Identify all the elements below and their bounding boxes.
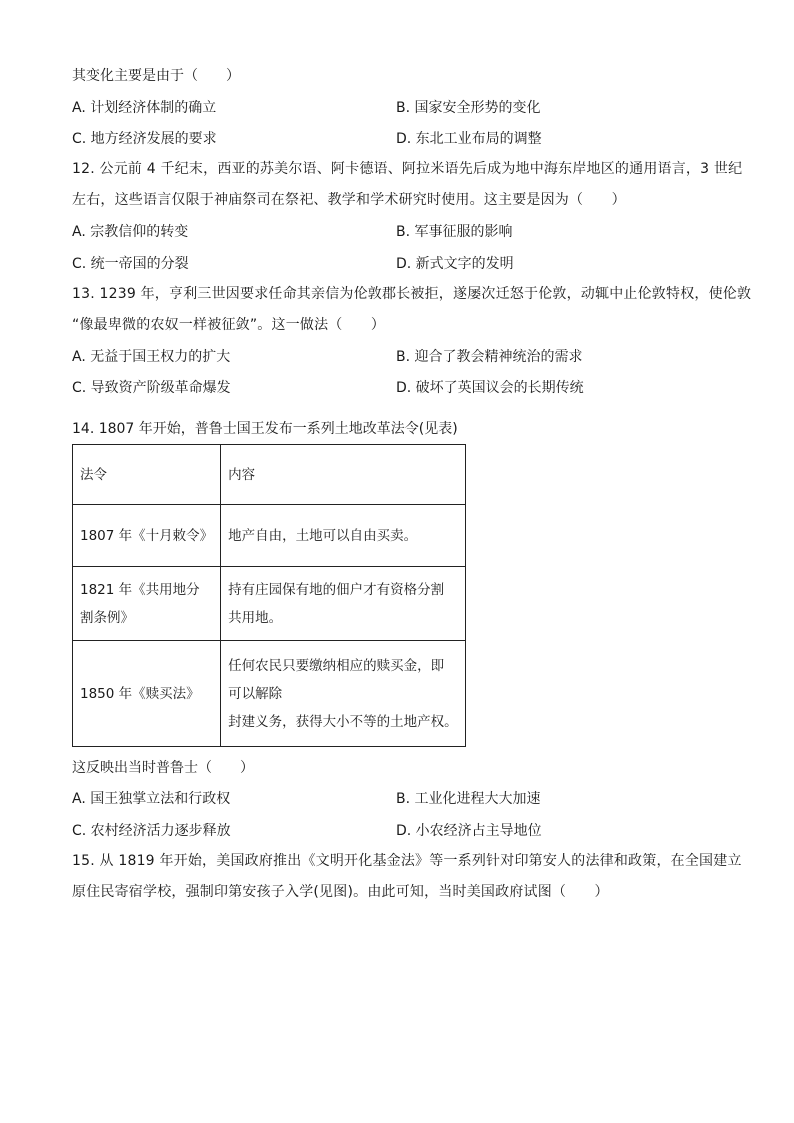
q11-option-d[interactable]: D. 东北工业布局的调整 — [396, 131, 542, 147]
law-cell — [73, 567, 221, 641]
q13-stem — [72, 279, 752, 341]
q12-stem — [72, 154, 743, 216]
table-row — [73, 567, 466, 641]
q13-option-c[interactable]: C. 导致资产阶级革命爆发 — [72, 380, 231, 396]
q14-option-b[interactable]: B. 工业化进程大大加速 — [396, 791, 541, 807]
header-law: 法令 — [73, 445, 221, 505]
q13-stem-line-1: 13. 1239 年，亨利三世因要求任命其亲信为伦敦郡长被拒，遂屡次迁怒于伦敦，动辄中止伦敦特权，使伦敦 — [72, 286, 752, 302]
header-content: 内容 — [221, 445, 466, 505]
q14-followup: 这反映出当时普鲁士（ ） — [72, 760, 254, 776]
q15-stem-line-2: 原住民寄宿学校，强制印第安孩子入学(见图)。由此可知，当时美国政府试图（ ） — [72, 884, 609, 900]
content-cell — [221, 505, 466, 567]
q14-option-d[interactable]: D. 小农经济占主导地位 — [396, 823, 542, 839]
q14-stem: 14. 1807 年开始，普鲁士国王发布一系列土地改革法令(见表) — [72, 421, 458, 437]
law-cell — [73, 641, 221, 747]
q11-stem-tail: 其变化主要是由于（ ） — [72, 68, 240, 84]
table-row — [73, 641, 466, 747]
q11-option-a[interactable]: A. 计划经济体制的确立 — [72, 100, 217, 116]
q11-option-c[interactable]: C. 地方经济发展的要求 — [72, 131, 217, 147]
q12-option-c[interactable]: C. 统一帝国的分裂 — [72, 256, 189, 272]
q12-option-a[interactable]: A. 宗教信仰的转变 — [72, 224, 189, 240]
content-cell — [221, 641, 466, 747]
law-text: 1807 年《十月敕令》 — [80, 527, 214, 544]
law-text: 割条例》 — [80, 609, 134, 626]
q14-option-c[interactable]: C. 农村经济活力逐步释放 — [72, 823, 231, 839]
q11-option-b[interactable]: B. 国家安全形势的变化 — [396, 100, 541, 116]
table-header-row — [73, 445, 466, 505]
q13-stem-line-2: “像最卑微的农奴一样被征敛”。这一做法（ ） — [72, 317, 386, 333]
q14-option-a[interactable]: A. 国王独掌立法和行政权 — [72, 791, 231, 807]
q15-stem-line-1: 15. 从 1819 年开始，美国政府推出《文明开化基金法》等一系列针对印第安人的法律和政策，在全国建立 — [72, 853, 742, 869]
law-text: 1850 年《赎买法》 — [80, 685, 200, 702]
q13-option-a[interactable]: A. 无益于国王权力的扩大 — [72, 349, 231, 365]
q12-stem-line-2: 左右，这些语言仅限于神庙祭司在祭祀、教学和学术研究时使用。这主要是因为（ ） — [72, 192, 626, 208]
content-text: 可以解除 — [228, 685, 283, 702]
q13-option-b[interactable]: B. 迎合了教会精神统治的需求 — [396, 349, 583, 365]
q12-option-b[interactable]: B. 军事征服的影响 — [396, 224, 513, 240]
q15-stem — [72, 846, 742, 908]
content-text: 任何农民只要缴纳相应的赎买金，即 — [228, 657, 445, 674]
q12-option-d[interactable]: D. 新式文字的发明 — [396, 256, 514, 272]
law-cell — [73, 505, 221, 567]
content-cell — [221, 567, 466, 641]
content-text: 地产自由，土地可以自由买卖。 — [228, 527, 418, 544]
content-text: 持有庄园保有地的佃户才有资格分割 — [228, 581, 445, 598]
table-row — [73, 505, 466, 567]
law-text: 1821 年《共用地分 — [80, 581, 200, 598]
q13-option-d[interactable]: D. 破坏了英国议会的长期传统 — [396, 380, 584, 396]
content-text: 共用地。 — [228, 609, 283, 626]
content-text: 封建义务，获得大小不等的土地产权。 — [228, 713, 458, 730]
q12-stem-line-1: 12. 公元前 4 千纪末，西亚的苏美尔语、阿卡德语、阿拉米语先后成为地中海东岸地区的通用语言，3 世纪 — [72, 161, 743, 177]
land-reform-table — [72, 444, 466, 747]
